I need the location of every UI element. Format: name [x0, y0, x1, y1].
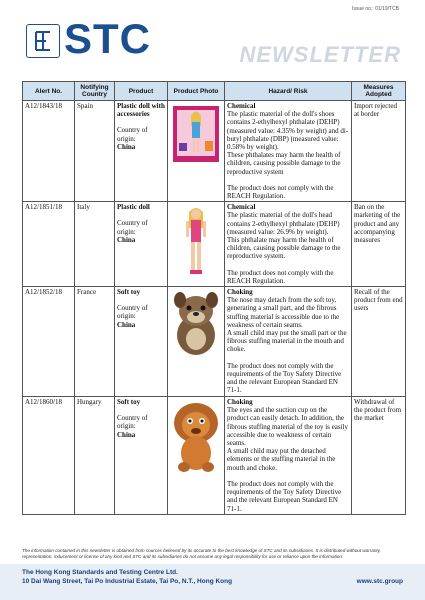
- company-name: The Hong Kong Standards and Testing Centre Ltd.: [22, 569, 178, 576]
- country: Italy: [75, 202, 115, 287]
- compliance-text: The product does not comply with the requirements of the Toy Safety Directive and the relevant European Standard EN 71-1.: [227, 361, 342, 395]
- hazard-text: The nose may detach from the soft toy, generating a small part, and the fibrous stuffing material is accessible due to the weakness of certain seams. A small child may put the small part or the fibrous stuffing material in the mouth and choke.: [227, 296, 347, 354]
- alert-no: A12/1852/18: [23, 287, 75, 397]
- col-measures-adopted: Measures Adopted: [352, 82, 406, 101]
- website-link[interactable]: www.stc.group: [356, 578, 403, 585]
- alerts-table: [22, 81, 406, 515]
- product-name: Plastic doll with accessories: [117, 102, 165, 119]
- hazard-cell: [225, 101, 352, 202]
- hazard-text: The eyes and the suction cup on the product can easily detach. In addition, the fibrous stuffing material of the toy is easily accessible due to weakness of certain seams. A small child may put the detached elements or the stuffing material in the mouth and choke.: [227, 406, 348, 472]
- doll-photo-icon: [181, 206, 211, 278]
- logo-text: STC: [64, 15, 151, 62]
- product-cell: [115, 202, 168, 287]
- hazard-cell: [225, 287, 352, 397]
- table-row: [23, 397, 406, 515]
- photo-cell: [168, 287, 225, 397]
- compliance-text: The product does not comply with the REACH Regulation.: [227, 183, 334, 201]
- origin-label: Country of origin:: [117, 414, 148, 431]
- table-header-row: [23, 82, 406, 101]
- hazard-title: Choking: [227, 398, 253, 407]
- table-row: [23, 101, 406, 202]
- measures: Withdrawal of the product from the market: [352, 397, 406, 515]
- product-cell: [115, 287, 168, 397]
- photo-cell: [168, 101, 225, 202]
- compliance-text: The product does not comply with the requirements of the Toy Safety Directive and the relevant European Standard EN 71-1.: [227, 479, 342, 513]
- measures: Import rejected at border: [352, 101, 406, 202]
- col-alert-no: Alert No.: [23, 82, 75, 101]
- origin-label: Country of origin:: [117, 126, 148, 143]
- origin-label: Country of origin:: [117, 304, 148, 321]
- origin: China: [117, 430, 136, 439]
- compliance-text: The product does not comply with the REACH Regulation.: [227, 268, 334, 285]
- hazard-text: The plastic material of the doll's shoes contains 2-ethylhexyl phthalate (DEHP) (measured value: 4.35% by weight) and di-butyl phthalate (DBP) (measured value: 0.58% by weight). These phthalates may harm the health of children, causing possible damage to the reproductive system: [227, 110, 349, 176]
- stc-logo-icon: [26, 24, 60, 58]
- disclaimer-text: The information contained in this newsletter is obtained from sources believed by its accurate to the best knowledge of STC and its subsidiaries. It is distributed without warranty, representation, inducement or license of any kind and STC and its subsidiaries do not assume any legal responsibility for use or reliance upon the information.: [22, 548, 381, 559]
- col-product-photo: Product Photo: [168, 82, 225, 101]
- country: Hungary: [75, 397, 115, 515]
- company-address: 10 Dai Wang Street, Tai Po Industrial Estate, Tai Po, N.T., Hong Kong: [22, 578, 233, 585]
- alert-no: A12/1851/18: [23, 202, 75, 287]
- soft-toy-photo-icon: [170, 291, 222, 357]
- origin: China: [117, 235, 136, 244]
- photo-cell: [168, 202, 225, 287]
- table-row: [23, 287, 406, 397]
- col-product: Product: [115, 82, 168, 101]
- product-name: Soft toy: [117, 398, 141, 407]
- page-header: [0, 0, 425, 80]
- hazard-cell: [225, 397, 352, 515]
- col-hazard-risk: Hazard/ Risk: [225, 82, 352, 101]
- alert-no: A12/1860/18: [23, 397, 75, 515]
- newsletter-title: NEWSLETTER: [239, 42, 401, 67]
- country: France: [75, 287, 115, 397]
- origin-label: Country of origin:: [117, 219, 148, 236]
- alert-no: A12/1843/18: [23, 101, 75, 202]
- hazard-title: Chemical: [227, 203, 256, 212]
- hazard-title: Choking: [227, 288, 253, 297]
- product-name: Plastic doll: [117, 203, 150, 212]
- hazard-title: Chemical: [227, 102, 256, 110]
- doll-box-photo-icon: [172, 105, 220, 163]
- origin: China: [117, 320, 136, 329]
- hazard-cell: [225, 202, 352, 287]
- soft-toy-lion-photo-icon: [170, 401, 222, 475]
- measures: Ban on the marketing of the product and any accompanying measures: [352, 202, 406, 287]
- measures: Recall of the product from end users: [352, 287, 406, 397]
- hazard-text: The plastic material of the doll's head contains 2-ethylhexyl phthalate (DEHP) (measured value: 26.9% by weight). This phthalate may harm the health of children, causing possible damage to the reproductive system.: [227, 211, 341, 261]
- issue-number: Issue no.: 01/19/TCB: [352, 6, 399, 12]
- table-row: [23, 202, 406, 287]
- col-notifying-country: Notifying Country: [75, 82, 115, 101]
- country: Spain: [75, 101, 115, 202]
- product-name: Soft toy: [117, 288, 141, 297]
- origin: China: [117, 142, 136, 151]
- product-cell: [115, 101, 168, 202]
- photo-cell: [168, 397, 225, 515]
- product-cell: [115, 397, 168, 515]
